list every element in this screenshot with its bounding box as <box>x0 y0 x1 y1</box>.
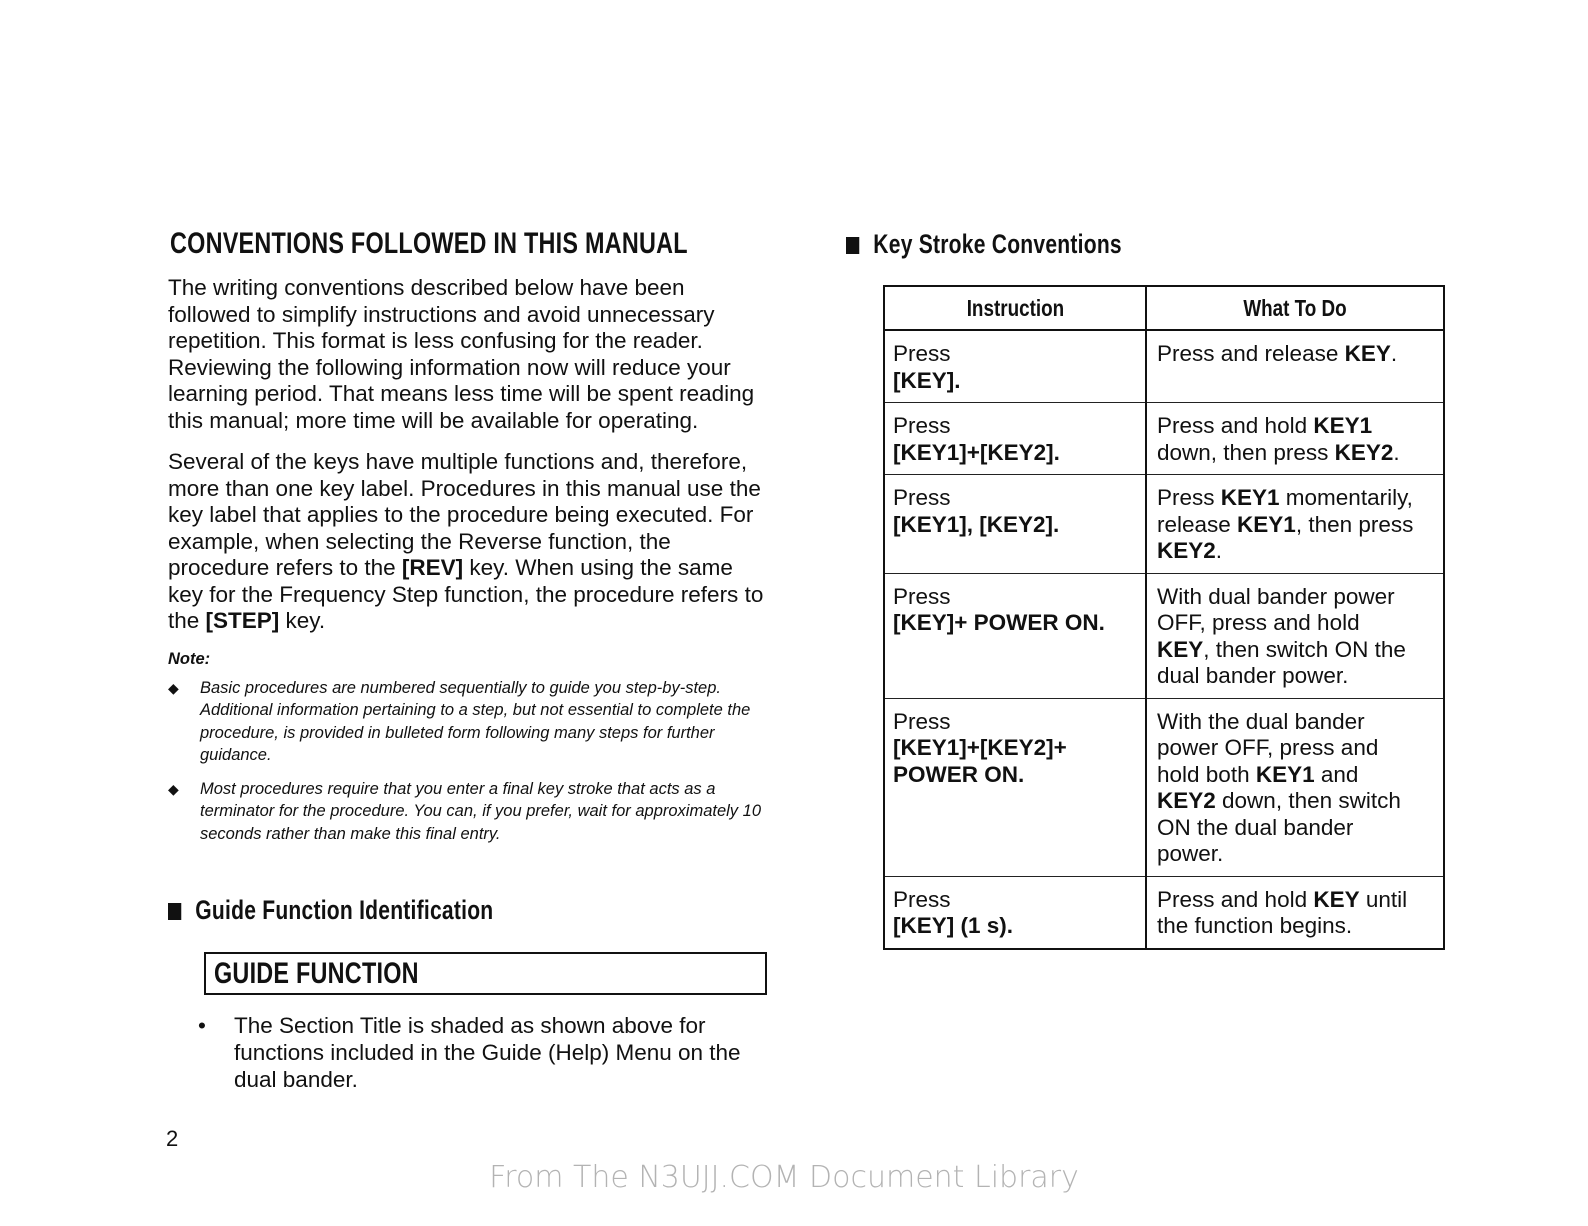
what-to-do-text: . <box>1390 341 1398 366</box>
key-name-text: KEY <box>1157 636 1204 662</box>
what-to-do-text: . <box>1215 538 1223 563</box>
what-to-do-cell <box>1146 475 1444 574</box>
instruction-press-text: Press <box>893 708 951 734</box>
key-stroke-heading-text: Key Stroke Conventions <box>873 229 1122 259</box>
instruction-press-text: Press <box>893 413 951 438</box>
instruction-press-text: Press <box>893 485 951 510</box>
note-label: Note: <box>168 649 211 668</box>
what-to-do-text: , then switch ON the dual bander power. <box>1157 636 1406 688</box>
table-row <box>884 330 1444 403</box>
what-to-do-cell <box>1146 876 1444 949</box>
what-to-do-text: and <box>1320 761 1359 787</box>
key-name-text: KEY1 <box>1237 511 1296 537</box>
column-header-instruction <box>884 286 1146 330</box>
what-to-do-text: , then press <box>1295 511 1414 537</box>
instruction-cell <box>884 573 1146 698</box>
diamond-bullet-icon: ◆ <box>168 780 179 797</box>
key-name-text: KEY1 <box>1255 761 1315 787</box>
key-name-text: KEY2 <box>1157 538 1216 563</box>
page-title: CONVENTIONS FOLLOWED IN THIS MANUAL <box>170 227 688 260</box>
what-to-do-text: Press <box>1157 485 1221 510</box>
keys-paragraph-text-2: key. When using the same key for the Frequency Step function, the procedure refers to the <box>168 555 764 633</box>
instruction-cell <box>884 698 1146 876</box>
table-row <box>884 876 1444 949</box>
column-header-what-to-do-text: What To Do <box>1243 294 1347 321</box>
key-name-text: KEY <box>1313 886 1360 912</box>
instruction-key-text: [KEY]. <box>893 367 961 393</box>
key-name-text: KEY2 <box>1334 439 1394 465</box>
keys-paragraph <box>168 449 768 635</box>
instruction-key-text: [KEY1], [KEY2]. <box>893 511 1060 537</box>
key-name-text: KEY1 <box>1220 485 1280 510</box>
what-to-do-text: With the dual bander power OFF, press and hold both <box>1157 708 1379 787</box>
rev-key-label: [REV] <box>401 555 464 580</box>
guide-bullet-text: The Section Title is shaded as shown above for functions included in the Guide (Help) Menu on the dual bander. <box>234 1013 741 1092</box>
guide-bullet-item <box>198 1012 768 1093</box>
instruction-key-text: [KEY]+ POWER ON. <box>893 610 1105 635</box>
instruction-key-text: [KEY1]+[KEY2]. <box>893 439 1060 465</box>
instruction-cell <box>884 330 1146 403</box>
table-row <box>884 573 1444 698</box>
key-name-text: KEY2 <box>1157 788 1216 813</box>
guide-function-label: GUIDE FUNCTION <box>214 957 419 990</box>
keys-paragraph-text-1: Several of the keys have multiple functions and, therefore, more than one key label. Procedures in this manual use the key label that applies to the procedure being executed. For example, when selecting the Reverse function, the procedure refers to the <box>168 449 761 580</box>
guide-function-box <box>204 952 767 995</box>
intro-paragraph: The writing conventions described below have been followed to simplify instructions and avoid unnecessary repetition. This format is less confusing for the reader. Reviewing the following information now will reduce your learning period. That means less time will be spent reading this manual; more time will be available for operating. <box>168 275 755 433</box>
square-bullet-icon <box>168 903 181 920</box>
what-to-do-text: down, then press <box>1157 439 1329 465</box>
page-number: 2 <box>166 1126 179 1151</box>
what-to-do-text: Press and hold <box>1157 886 1314 912</box>
what-to-do-cell <box>1146 403 1444 475</box>
table-row <box>884 475 1444 574</box>
instruction-key-text: [KEY1]+[KEY2]+ POWER ON. <box>893 735 1067 787</box>
left-column <box>168 275 768 856</box>
footer-watermark: From The N3UJJ.COM Document Library <box>489 1160 1079 1195</box>
what-to-do-cell <box>1146 698 1444 876</box>
key-name-text: KEY1 <box>1313 413 1373 438</box>
what-to-do-cell <box>1146 573 1444 698</box>
instruction-key-text: [KEY] (1 s). <box>893 913 1014 938</box>
guide-heading-text: Guide Function Identification <box>195 895 494 925</box>
instruction-cell <box>884 403 1146 475</box>
instruction-press-text: Press <box>893 583 951 609</box>
guide-section-heading <box>168 895 493 926</box>
step-key-label: [STEP] <box>205 608 280 633</box>
instruction-cell <box>884 876 1146 949</box>
what-to-do-text: . <box>1393 439 1400 465</box>
table-body <box>884 330 1444 949</box>
keys-paragraph-text-3: key. <box>279 608 326 633</box>
note-text: Basic procedures are numbered sequentially to guide you step-by-step. Additional information pertaining to a step, but not essential to complete the procedure, is provided in bulleted form following many steps for further guidance. <box>200 678 751 764</box>
square-bullet-icon <box>846 237 859 254</box>
what-to-do-text: until the function begins. <box>1157 886 1408 938</box>
table-header-row <box>884 286 1444 330</box>
note-text: Most procedures require that you enter a final key stroke that acts as a terminator for the procedure. You can, if you prefer, wait for approximately 10 seconds rather than make this final entry. <box>200 779 761 843</box>
key-stroke-heading <box>846 229 1122 260</box>
what-to-do-text: momentarily, release <box>1157 485 1413 537</box>
what-to-do-text: Press and hold <box>1157 413 1314 438</box>
instruction-press-text: Press <box>893 341 951 366</box>
column-header-instruction-text: Instruction <box>966 294 1064 321</box>
diamond-bullet-icon: ◆ <box>168 679 179 696</box>
note-item <box>168 778 768 846</box>
instruction-cell <box>884 475 1146 574</box>
key-name-text: KEY <box>1344 341 1391 366</box>
what-to-do-cell <box>1146 330 1444 403</box>
what-to-do-text: Press and release <box>1157 341 1345 366</box>
dot-bullet-icon: • <box>198 1013 206 1038</box>
table-row <box>884 403 1444 475</box>
column-header-what-to-do <box>1146 286 1444 330</box>
table-row <box>884 698 1444 876</box>
what-to-do-text: With dual bander power OFF, press and hold <box>1157 583 1395 635</box>
note-item <box>168 677 768 767</box>
key-stroke-table <box>883 285 1445 950</box>
what-to-do-text: down, then switch ON the dual bander power. <box>1157 788 1401 866</box>
instruction-press-text: Press <box>893 886 951 912</box>
